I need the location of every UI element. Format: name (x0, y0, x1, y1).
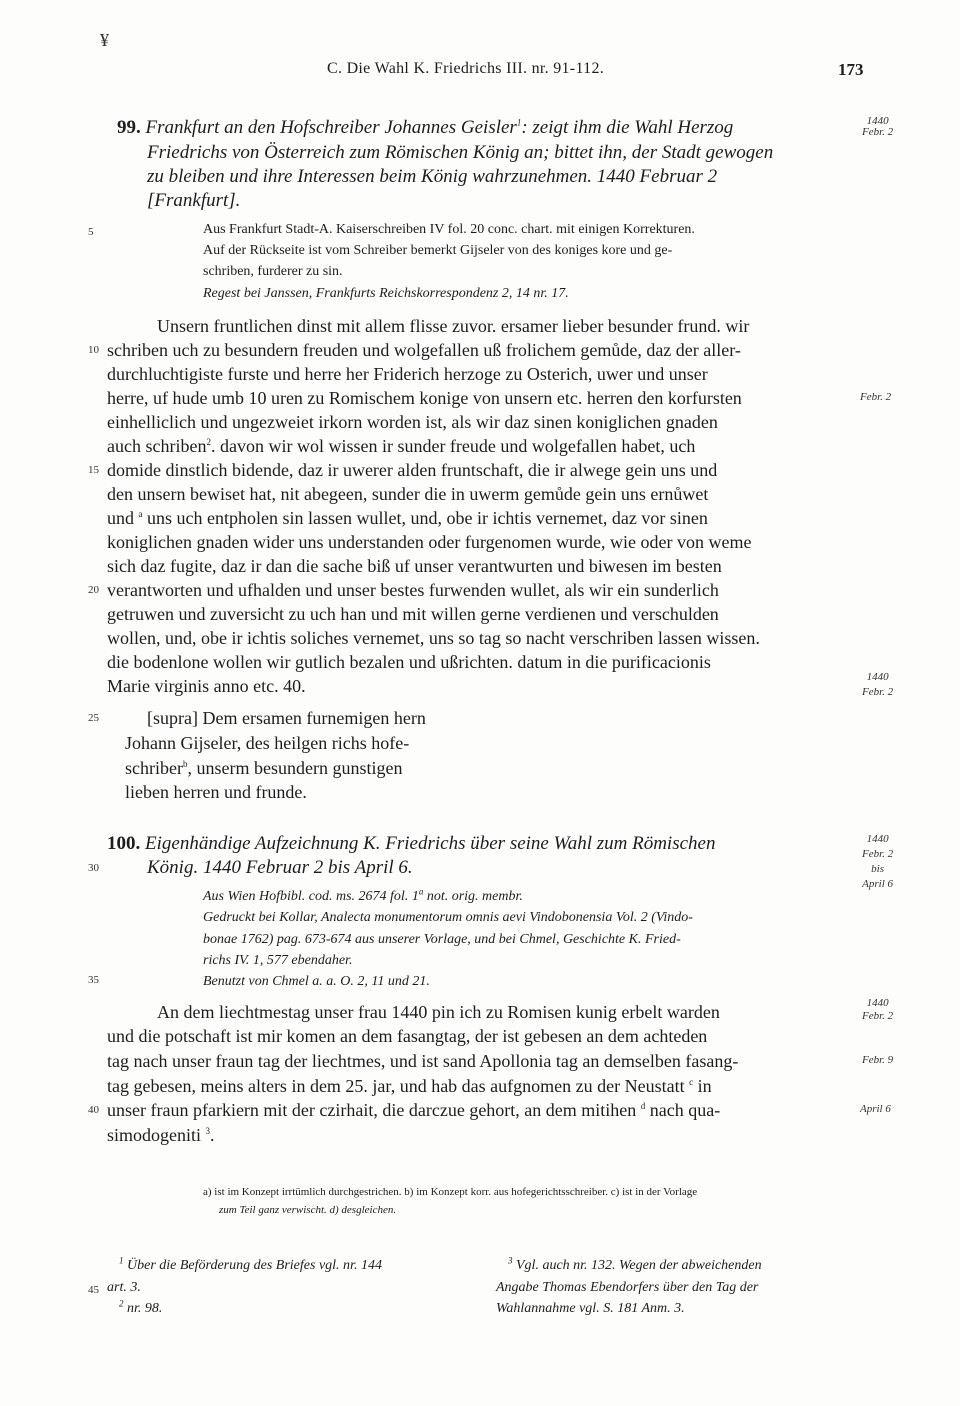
margin-note-line: bis (871, 863, 884, 875)
doc99-text-line-1: Unsern fruntlichen dinst mit allem flisse zuvor. ersamer lieber besunder frund. wir (157, 316, 750, 336)
doc99-text-line-2: schriben uch zu besundern freuden und wolgefallen uß frolichem gemůde, daz der aller- (107, 340, 741, 360)
footnote-left-1 (119, 1255, 382, 1276)
textual-note-ref-b: b (182, 759, 188, 769)
doc100-text-line-2: und die potschaft ist mir komen an dem fasangtag, der ist gebesen an dem achteden (107, 1026, 708, 1046)
doc99-text-line-10: koniglichen gnaden wider uns understanden oder furgenomen wurde, wie oder von weme (107, 532, 752, 552)
doc99-address-line-2: Johann Gijseler, des heilgen richs hofe- (125, 733, 410, 753)
margin-note-line: Febr. 2 (862, 848, 894, 860)
footnote-left-3 (119, 1298, 162, 1319)
doc99-source-line-3: schriben, furderer zu sin. (203, 264, 343, 279)
line-number: 35 (88, 974, 99, 986)
doc100-title-text-1: Eigenhändige Aufzeichnung K. Friedrichs über seine Wahl zum Römischen (145, 833, 716, 854)
textual-note-ref-c: c (689, 1077, 694, 1087)
footnote-text: Vgl. auch nr. 132. Wegen der abweichenden (516, 1258, 762, 1273)
margin-note: Febr. 9 (862, 1054, 894, 1066)
doc99-source-line-2: Auf der Rückseite ist vom Schreiber bemerkt Gijseler von des koniges kore und ge- (203, 243, 673, 258)
doc100-text-4a: tag gebesen, meins alters in dem 25. jar, und hab das aufgnomen zu der Neustatt (107, 1076, 685, 1096)
line-number: 15 (88, 464, 99, 476)
doc100-text-5b: nach qua- (645, 1100, 721, 1120)
line-number: 40 (88, 1104, 99, 1116)
doc100-source-1a: Aus Wien Hofbibl. cod. ms. 2674 fol. 1 (203, 889, 419, 904)
textual-notes-line-2: zum Teil ganz verwischt. d) desgleichen. (219, 1204, 397, 1216)
doc100-text-line-3: tag nach unser fraun tag der liechtmes, und ist sand Apollonia tag an demselben fasang- (107, 1051, 739, 1071)
margin-note-line: April 6 (862, 878, 894, 890)
margin-note-line: 1440 (866, 833, 889, 845)
running-title: C. Die Wahl K. Friedrichs III. nr. 91-112. (327, 60, 605, 77)
margin-note (862, 116, 893, 138)
line-number: 45 (88, 1284, 99, 1296)
doc99-text-6b: . davon wir wol wissen ir sunder freude und wolgefallen habet, uch (210, 436, 696, 456)
footnote-right-2: Angabe Thomas Ebendorfers über den Tag der (496, 1280, 759, 1295)
footnote-mark: 1 (119, 1255, 124, 1266)
doc99-title-line-1 (117, 116, 733, 140)
doc99-title-line-3: zu bleiben und ihre Interessen beim König wahrzunehmen. 1440 Februar 2 (147, 166, 718, 187)
footnote-mark: 3 (508, 1255, 513, 1266)
line-number: 25 (88, 712, 99, 724)
doc99-text-line-7: domide dinstlich bidende, daz ir uwerer alden fruntschaft, die ir alwege gein uns und (107, 460, 718, 480)
margin-note-line: 1440 (866, 671, 889, 683)
line-number: 30 (88, 862, 99, 874)
textual-notes-line-1: a) ist im Konzept irrtümlich durchgestrichen. b) im Konzept korr. aus hofegerichtsschreiber. c) ist in der Vorlage (203, 1186, 698, 1198)
margin-note (862, 834, 893, 890)
doc100-text-line-1: An dem liechtmestag unser frau 1440 pin ich zu Romisen kunig erbelt warden (157, 1002, 720, 1022)
doc100-title-line-1 (107, 832, 715, 856)
margin-note-line: Febr. 2 (862, 1010, 894, 1022)
footnote-text: nr. 98. (127, 1301, 163, 1316)
doc99-text-line-14: wollen, und, obe ir ichtis soliches vernemet, uns so tag so nacht verschriben lassen wissen. (107, 628, 760, 648)
textual-note-ref-d: d (640, 1101, 646, 1111)
doc99-address-3a: schriber (125, 758, 183, 778)
doc99-text-6a: auch schriben (107, 436, 207, 456)
doc99-title-text-1: Frankfurt an den Hofschreiber Johannes Geisler (145, 117, 517, 138)
doc99-text-line-12: verantworten und ufhalden und unser bestes furwenden wullet, als wir ein sunderlich (107, 580, 719, 600)
footnote-ref-3: 3 (205, 1126, 210, 1136)
doc99-text-line-15: die bodenlone wollen wir gutlich bezalen und ußrichten. datum in die purificacionis (107, 652, 711, 672)
doc100-text-6a: simodogeniti (107, 1125, 201, 1145)
doc99-address-3b: , unserm besundern gunstigen (187, 758, 403, 778)
doc100-source-sup: a (418, 886, 424, 897)
doc100-text-5a: unser fraun pfarkiern mit der czirhait, die darczue gehort, an dem mitihen (107, 1100, 637, 1120)
doc99-source-line-4: Regest bei Janssen, Frankfurts Reichskorrespondenz 2, 14 nr. 17. (203, 286, 569, 301)
doc99-text-line-9 (107, 506, 708, 530)
doc100-source-line-3: bonae 1762) pag. 673-674 aus unserer Vorlage, und bei Chmel, Geschichte K. Fried- (203, 932, 681, 947)
textual-note-ref-a: a (138, 509, 143, 519)
doc100-source-1b: not. orig. membr. (423, 889, 523, 904)
doc99-text-line-3: durchluchtigiste furste und herre her Friderich herzoge zu Osterich, uwer und unser (107, 364, 708, 384)
margin-note (862, 998, 893, 1022)
margin-note: Febr. 2 (860, 391, 892, 403)
margin-note-line: Febr. 2 (862, 686, 894, 698)
doc99-address-line-1: [supra] Dem ersamen furnemigen hern (147, 708, 426, 728)
line-number: 5 (88, 226, 94, 238)
doc99-text-line-4: herre, uf hude umb 10 uren zu Romischem konige von unsern etc. herren den korfursten (107, 388, 742, 408)
footnote-right-3: Wahlannahme vgl. S. 181 Anm. 3. (496, 1301, 685, 1316)
doc100-number: 100. (107, 833, 141, 854)
doc100-source-line-4: richs IV. 1, 577 ebendaher. (203, 953, 353, 968)
doc99-text-line-11: sich daz fugite, daz ir dan die sache biß uf unser verantwurten und biwesen im besten (107, 556, 722, 576)
doc99-address-line-3 (125, 756, 402, 780)
footnote-text: Über die Beförderung des Briefes vgl. nr. 144 (127, 1258, 382, 1273)
page-number: 173 (838, 60, 864, 79)
footnote-right-1 (508, 1255, 762, 1276)
corner-mark: ¥ (100, 30, 109, 50)
doc100-text-line-6 (107, 1123, 215, 1147)
doc100-source-line-2: Gedruckt bei Kollar, Analecta monumentorum omnis aevi Vindobonensia Vol. 2 (Vindo- (203, 910, 693, 925)
line-number: 10 (88, 344, 99, 356)
doc99-text-line-5: einhelliclich und ungezweiet irkorn worden ist, als wir daz sinen koniglichen gnaden (107, 412, 718, 432)
margin-note-line: 1440 (866, 115, 889, 127)
doc100-title-line-2: König. 1440 Februar 2 bis April 6. (147, 857, 413, 878)
doc99-title-text-2: : zeigt ihm die Wahl Herzog (521, 117, 734, 138)
margin-note (862, 672, 893, 698)
doc100-source-line-5: Benutzt von Chmel a. a. O. 2, 11 und 21. (203, 974, 430, 989)
doc99-text-line-16: Marie virginis anno etc. 40. (107, 676, 306, 696)
doc100-text-line-4 (107, 1074, 712, 1098)
doc99-text-9a: und (107, 508, 134, 528)
doc100-source-line-1 (203, 887, 523, 906)
footnote-left-2: art. 3. (107, 1280, 141, 1295)
doc99-address-line-4: lieben herren und frunde. (125, 782, 307, 802)
doc99-text-9b: uns uch entpholen sin lassen wullet, und, obe ir ichtis vernemet, daz vor sinen (142, 508, 708, 528)
doc99-number: 99. (117, 117, 141, 138)
doc99-text-line-6 (107, 434, 695, 458)
footnote-ref-1: 1 (516, 117, 522, 128)
footnote-mark: 2 (119, 1298, 124, 1309)
line-number: 20 (88, 584, 99, 596)
doc99-title-line-4: [Frankfurt]. (147, 190, 241, 211)
margin-note: April 6 (860, 1103, 891, 1115)
margin-note-line: 1440 (866, 997, 889, 1009)
doc100-text-4b: in (693, 1076, 712, 1096)
doc99-text-line-8: den unsern bewiset hat, nit abegeen, sunder die in uwerm gemůde gein uns ernůwet (107, 484, 709, 504)
margin-note-line: Febr. 2 (862, 126, 894, 138)
doc100-text-line-5 (107, 1098, 720, 1122)
doc99-source-line-1: Aus Frankfurt Stadt-A. Kaiserschreiben IV fol. 20 conc. chart. mit einigen Korrekturen. (203, 222, 695, 237)
doc100-text-6b: . (210, 1125, 215, 1145)
doc99-text-line-13: getruwen und zuversicht zu uch han und mit willen gerne verdienen und verschulden (107, 604, 719, 624)
footnote-ref-2: 2 (206, 437, 211, 447)
doc99-title-line-2: Friedrichs von Österreich zum Römischen König an; bittet ihn, der Stadt gewogen (147, 142, 774, 163)
